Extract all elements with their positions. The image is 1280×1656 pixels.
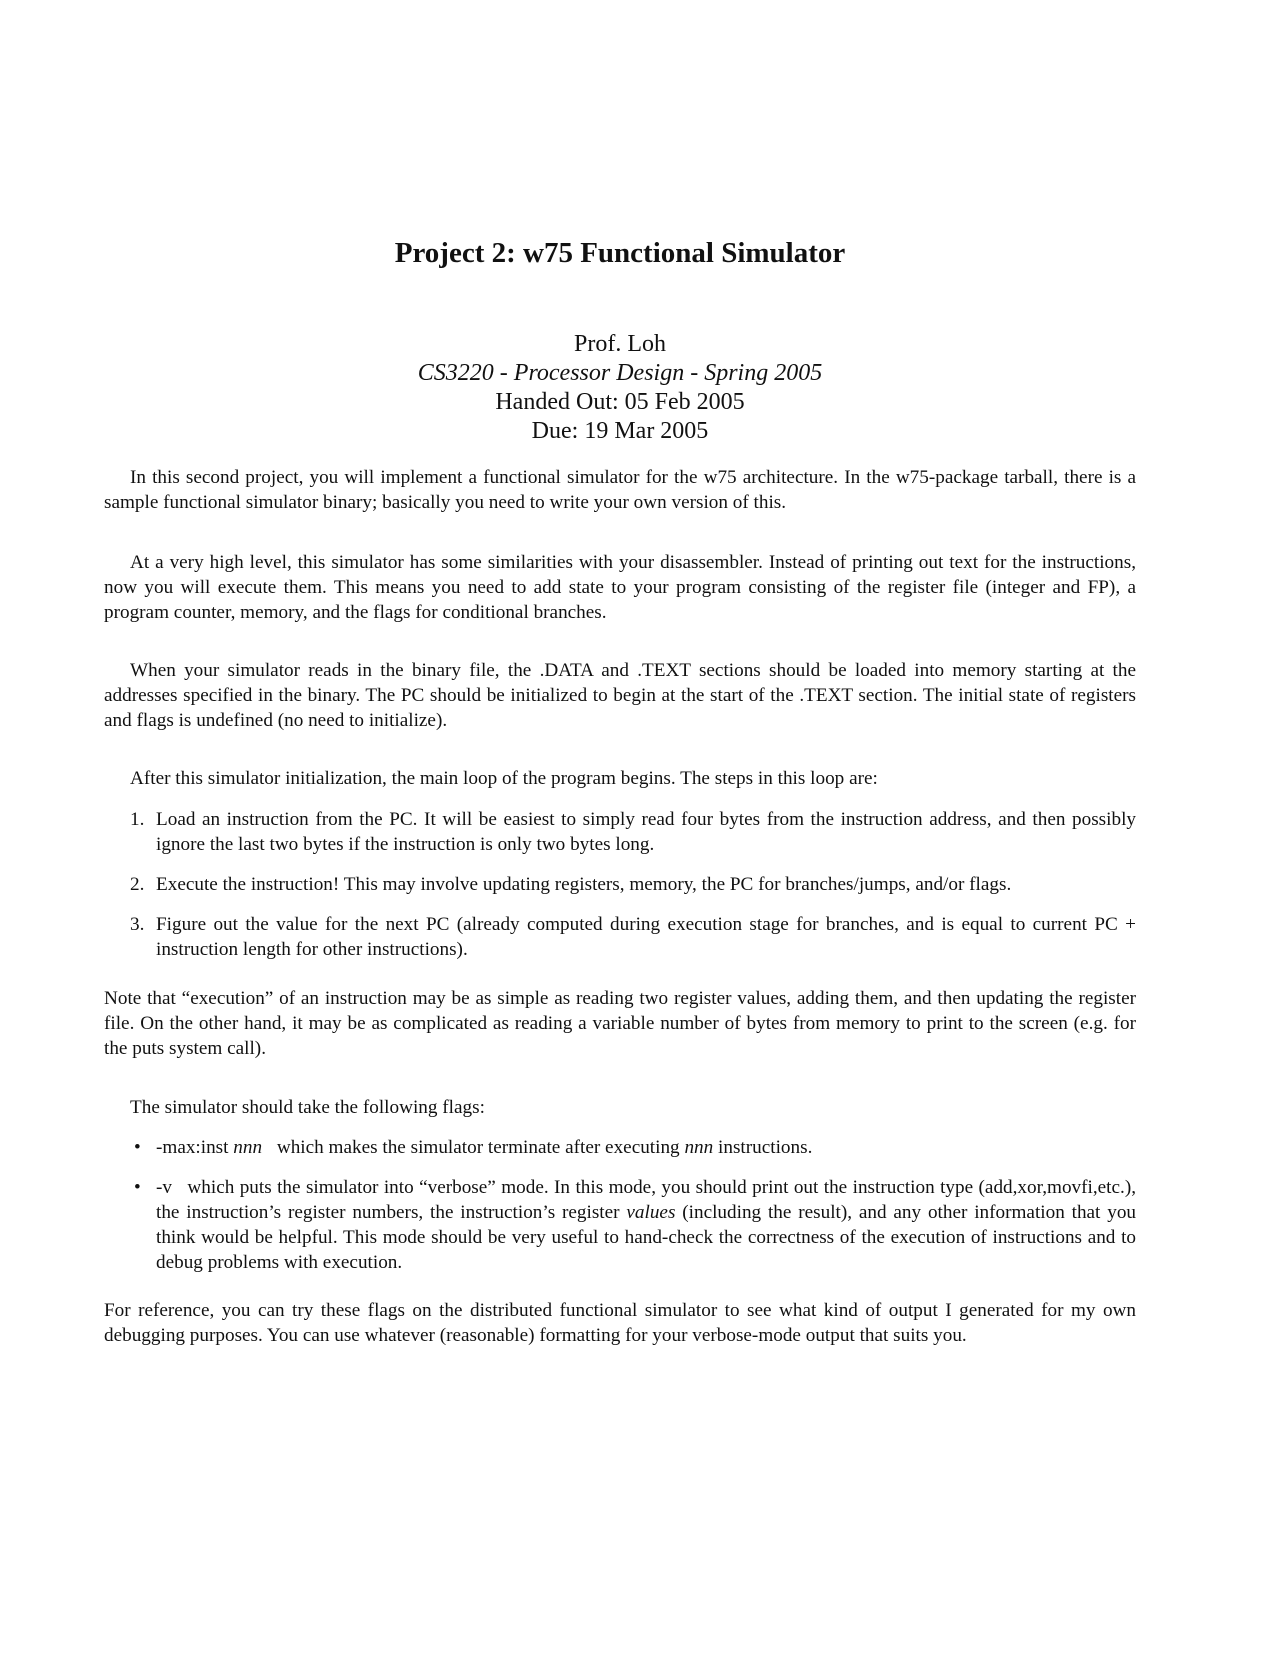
flag-description-emphasis: values <box>626 1202 676 1223</box>
paragraph-overview: At a very high level, this simulator has some similarities with your disassembler. Instead of printing out text for the instructions, now you will execute them. This means you need to add state to your program consisting of the register file (integer and FP), a program counter, memory, and the flags for conditional branches. <box>104 552 1136 623</box>
paragraph-main-loop: After this simulator initialization, the main loop of the program begins. The steps in this loop are: <box>130 768 878 789</box>
steps-list <box>104 807 1136 962</box>
list-item <box>104 807 1136 857</box>
step-text: Figure out the value for the next PC (already computed during execution stage for branches, and is equal to current PC + instruction length for other instructions). <box>156 914 1136 960</box>
list-marker: 3. <box>130 914 145 935</box>
flag-name: -max:inst <box>156 1137 229 1158</box>
flags-list <box>104 1135 1136 1275</box>
flag-arg: nnn <box>233 1137 263 1158</box>
list-item <box>104 872 1136 897</box>
step-text: Execute the instruction! This may involve updating registers, memory, the PC for branches/jumps, and/or flags. <box>156 874 1012 895</box>
flag-description: which makes the simulator terminate after executing <box>276 1137 680 1158</box>
list-item <box>104 1135 1136 1160</box>
flag-description-end: (including the result), and any other information that you think would be helpful. This mode should be very useful to hand-check the correctness of the execution of instructions and to debug problems with execution. <box>156 1202 1137 1273</box>
flag-description-end: instructions. <box>718 1137 813 1158</box>
paragraph-intro: In this second project, you will implement a functional simulator for the w75 architecture. In the w75-package tarball, there is a sample functional simulator binary; basically you need to write your own version of this. <box>104 467 1136 513</box>
bullet-marker: • <box>134 1137 141 1158</box>
paragraph-execution-note: Note that “execution” of an instruction may be as simple as reading two register values, adding them, and then updating the register file. On the other hand, it may be as complicated as reading a variable number of bytes from memory to print to the screen (e.g. for the puts system call). <box>104 988 1136 1059</box>
step-text: Load an instruction from the PC. It will be easiest to simply read four bytes from the instruction address, and then possibly ignore the last two bytes if the instruction is only two bytes long. <box>156 809 1136 855</box>
paragraph-reference: For reference, you can try these flags on the distributed functional simulator to see what kind of output I generated for my own debugging purposes. You can use whatever (reasonable) formatting for your verbose-mode output that suits you. <box>104 1300 1136 1346</box>
paragraph-loading: When your simulator reads in the binary file, the .DATA and .TEXT sections should be loaded into memory starting at the addresses specified in the binary. The PC should be initialized to begin at the start of the .TEXT section. The initial state of registers and flags is undefined (no need to initialize). <box>104 660 1136 731</box>
due-date: Due: 19 Mar 2005 <box>531 418 709 444</box>
flag-verbose: -v <box>156 1177 172 1198</box>
author: Prof. Loh <box>574 331 666 357</box>
document-header <box>104 330 1136 446</box>
list-marker: 1. <box>130 809 145 830</box>
list-item <box>104 1175 1136 1275</box>
paragraph-flags-intro: The simulator should take the following flags: <box>130 1097 485 1118</box>
document-title: Project 2: w75 Functional Simulator <box>394 237 846 269</box>
list-item <box>104 912 1136 962</box>
list-marker: 2. <box>130 874 145 895</box>
flag-description: which puts the simulator into “verbose” mode. In this mode, you should print out the instruction type (add,xor,movfi,etc.), the instruction’s register numbers, the instruction’s register <box>156 1177 1137 1223</box>
course-line: CS3220 - Processor Design - Spring 2005 <box>417 360 823 386</box>
flag-max-inst <box>156 1137 262 1158</box>
handed-out-date: Handed Out: 05 Feb 2005 <box>495 389 745 415</box>
flag-description-arg: nnn <box>684 1137 714 1158</box>
bullet-marker: • <box>134 1177 141 1198</box>
